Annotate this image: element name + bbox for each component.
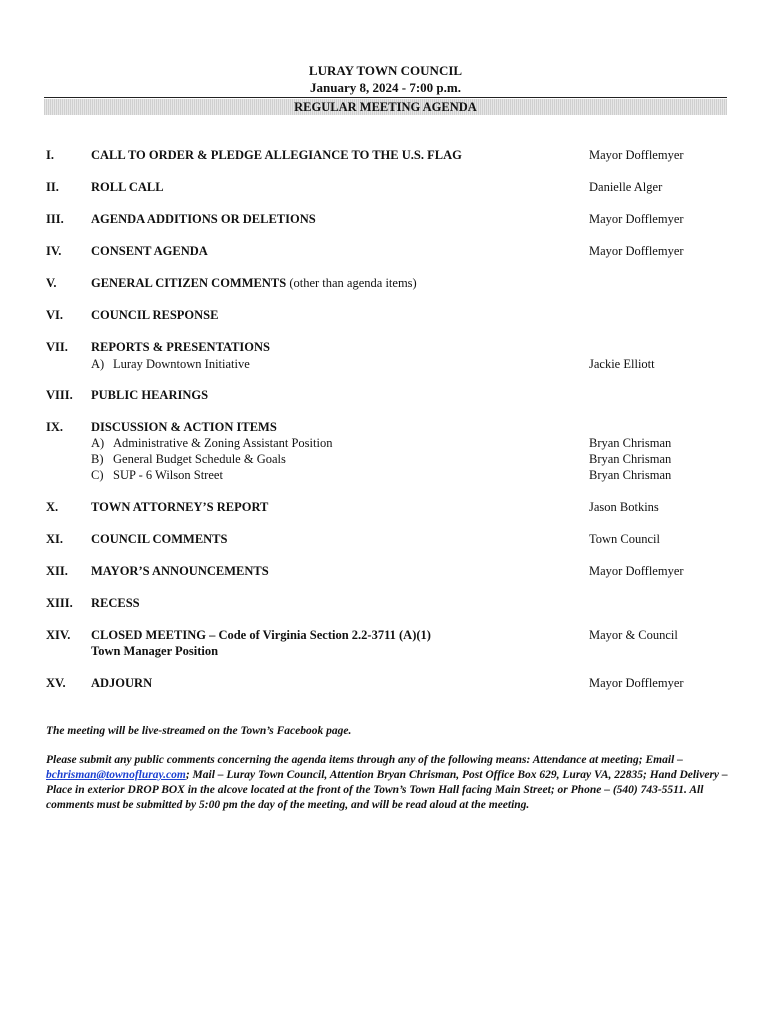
item-number: V. xyxy=(46,276,57,290)
sub-item-text: Luray Downtown Initiative xyxy=(113,357,250,371)
item-number: VIII. xyxy=(46,388,73,402)
item-number: XIII. xyxy=(46,596,73,610)
item-title-line2: Town Manager Position xyxy=(91,644,219,658)
item-presenter: Jason Botkins xyxy=(589,500,659,514)
item-presenter: Mayor Dofflemyer xyxy=(589,676,684,690)
sub-item-text: Administrative & Zoning Assistant Position xyxy=(113,436,333,450)
comments-text-part2: ; Mail – Luray Town Council, Attention Bryan Chrisman, Post Office Box 629, Luray VA, 22835; Hand Delivery – Place in exterior DROP BOX in the alcove located at the front of the Town’s Town Hall facing Main Street; or Phone – (540) 743-5511. All comments must be submitted by 5:00 pm the day of the meeting, and will be read aloud at the meeting. xyxy=(46,769,728,811)
item-presenter: Bryan Chrisman xyxy=(589,436,672,450)
item-number: XI. xyxy=(46,532,64,546)
sub-item-letter: C) xyxy=(91,468,104,482)
item-presenter: Mayor Dofflemyer xyxy=(589,212,684,226)
item-number: IX. xyxy=(46,420,64,434)
item-presenter: Bryan Chrisman xyxy=(589,468,672,482)
item-number: VI. xyxy=(46,308,64,322)
item-title: CONSENT AGENDA xyxy=(91,244,208,258)
sub-item-text: SUP - 6 Wilson Street xyxy=(113,468,223,482)
org-title: LURAY TOWN COUNCIL xyxy=(308,63,463,78)
item-number: II. xyxy=(46,180,59,194)
item-title: GENERAL CITIZEN COMMENTS xyxy=(91,276,287,290)
agenda-title-bar: REGULAR MEETING AGENDA xyxy=(44,99,727,115)
item-number: X. xyxy=(46,500,59,514)
item-presenter: Mayor Dofflemyer xyxy=(589,244,684,258)
item-title-wrap xyxy=(91,275,417,291)
item-title: ADJOURN xyxy=(91,676,153,690)
sub-item-text-wrap xyxy=(91,356,250,372)
item-title: CLOSED MEETING – Code of Virginia Section 2.2-3711 (A)(1) xyxy=(91,628,431,642)
sub-item-letter: A) xyxy=(91,436,105,450)
item-title: RECESS xyxy=(91,596,140,610)
item-title: REPORTS & PRESENTATIONS xyxy=(91,340,270,354)
item-presenter: Danielle Alger xyxy=(589,180,663,194)
item-presenter: Mayor & Council xyxy=(589,628,678,642)
item-number: I. xyxy=(46,148,54,162)
item-number: XV. xyxy=(46,676,66,690)
item-presenter: Bryan Chrisman xyxy=(589,452,672,466)
public-comments-note xyxy=(46,753,730,813)
item-presenter: Jackie Elliott xyxy=(589,357,655,371)
sub-item-text-wrap xyxy=(91,467,223,483)
item-title: CALL TO ORDER & PLEDGE ALLEGIANCE TO THE U.S. FLAG xyxy=(91,148,462,162)
item-title: COUNCIL COMMENTS xyxy=(91,532,228,546)
sub-item-text-wrap xyxy=(91,451,286,467)
item-presenter: Mayor Dofflemyer xyxy=(589,564,684,578)
item-presenter: Mayor Dofflemyer xyxy=(589,148,684,162)
sub-item-text-wrap xyxy=(91,435,332,451)
email-link[interactable]: bchrisman@townofluray.com xyxy=(46,769,186,781)
item-number: III. xyxy=(46,212,64,226)
item-number: XII. xyxy=(46,564,68,578)
sub-item-text: General Budget Schedule & Goals xyxy=(113,452,286,466)
item-number: VII. xyxy=(46,340,68,354)
item-number: IV. xyxy=(46,244,62,258)
comments-text-part1: Please submit any public comments concerning the agenda items through any of the following means: Attendance at meeting; Email – xyxy=(46,754,683,766)
item-presenter: Town Council xyxy=(589,532,660,546)
meeting-date: January 8, 2024 - 7:00 p.m. xyxy=(310,80,461,95)
item-title: COUNCIL RESPONSE xyxy=(91,308,219,322)
item-title: AGENDA ADDITIONS OR DELETIONS xyxy=(91,212,316,226)
item-title: DISCUSSION & ACTION ITEMS xyxy=(91,420,277,434)
item-title: TOWN ATTORNEY’S REPORT xyxy=(91,500,269,514)
sub-item-letter: A) xyxy=(91,357,105,371)
livestream-note: The meeting will be live-streamed on the Town’s Facebook page. xyxy=(46,725,352,737)
item-number: XIV. xyxy=(46,628,71,642)
sub-item-letter: B) xyxy=(91,452,104,466)
item-title: ROLL CALL xyxy=(91,180,164,194)
item-title: MAYOR’S ANNOUNCEMENTS xyxy=(91,564,269,578)
header-divider xyxy=(44,97,727,98)
item-title-note: (other than agenda items) xyxy=(289,276,417,290)
item-title: PUBLIC HEARINGS xyxy=(91,388,209,402)
